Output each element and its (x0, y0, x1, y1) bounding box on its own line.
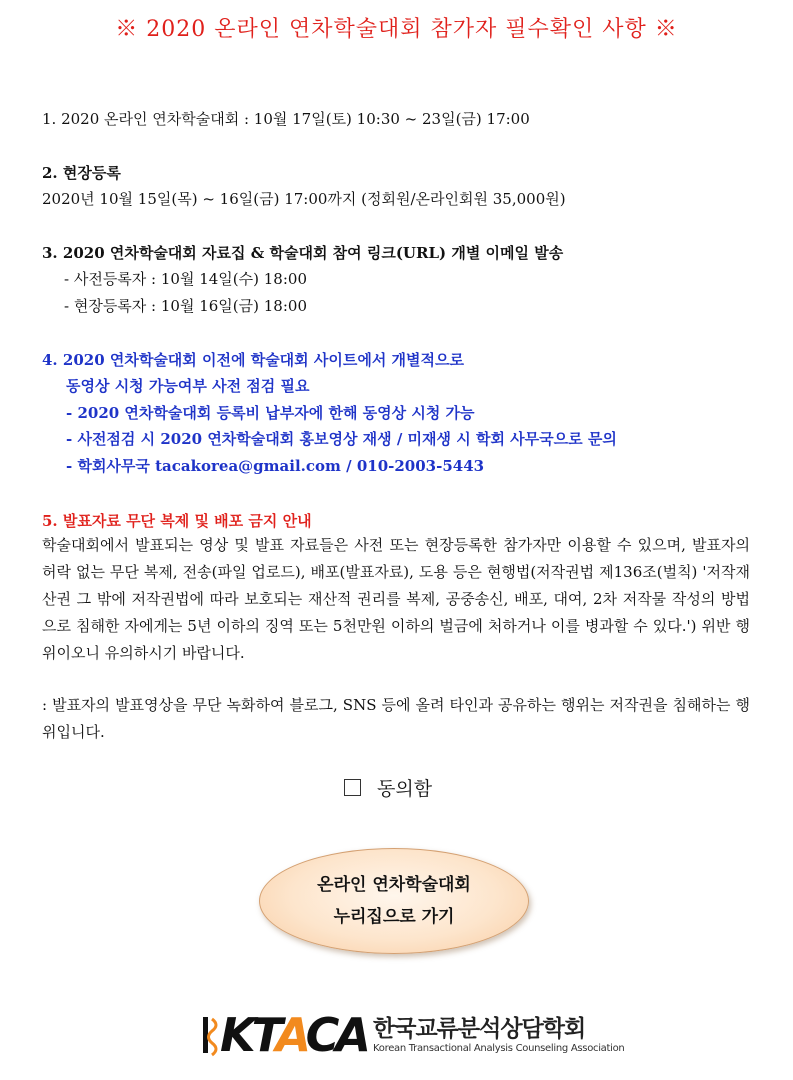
agree-label: 동의함 (377, 778, 433, 800)
org-name-korean: 한국교류분석상담학회 (373, 1015, 586, 1042)
logo-wordmark: KTACA (220, 1008, 368, 1062)
item-4-heading-line-1: 4. 2020 연차학술대회 이전에 학술대회 사이트에서 개별적으로 (42, 351, 465, 369)
item-2-heading: 2. 현장등록 (42, 164, 121, 182)
item-4-line-1: - 2020 연차학술대회 등록비 납부자에 한해 동영상 시청 가능 (66, 404, 475, 422)
org-name-english: Korean Transactional Analysis Counseling Association (373, 1042, 625, 1054)
item-5-heading: 5. 발표자료 무단 복제 및 배포 금지 안내 (42, 512, 312, 530)
checkbox-icon[interactable] (344, 779, 361, 796)
ktaca-logo (202, 1008, 368, 1062)
cta-line-2: 누리집으로 가기 (333, 907, 455, 927)
item-3-line-2: - 현장등록자 : 10월 16일(금) 18:00 (64, 297, 307, 315)
item-5-note: : 발표자의 발표영상을 무단 녹화하여 블로그, SNS 등에 올려 타인과 공유하는 행위는 저작권을 침해하는 행위입니다. (42, 696, 750, 741)
logo-figure-icon (202, 1013, 220, 1057)
item-3-heading: 3. 2020 연차학술대회 자료집 & 학술대회 참여 링크(URL) 개별 이메일 발송 (42, 244, 564, 262)
item-4-heading-line-2: 동영상 시청 가능여부 사전 점검 필요 (66, 377, 310, 395)
agree-checkbox[interactable] (344, 774, 432, 801)
org-name (373, 1016, 624, 1055)
cta-line-1: 온라인 연차학술대회 (317, 875, 471, 895)
footer-logo (202, 1010, 624, 1060)
item-4-line-2: - 사전점검 시 2020 연차학술대회 홍보영상 재생 / 미재생 시 학회 사무국으로 문의 (66, 430, 617, 448)
item-4-line-3: - 학회사무국 tacakorea@gmail.com / 010-2003-5443 (66, 457, 485, 475)
item-1-schedule: 1. 2020 온라인 연차학술대회 : 10월 17일(토) 10:30 ~ 23일(금) 17:00 (42, 110, 530, 128)
item-2-detail: 2020년 10월 15일(목) ~ 16일(금) 17:00까지 (정회원/온라인회원 35,000원) (42, 190, 566, 208)
go-to-conference-site-button[interactable] (259, 848, 529, 954)
page-title: ※ 2020 온라인 연차학술대회 참가자 필수확인 사항 ※ (115, 17, 678, 42)
item-5-body: 학술대회에서 발표되는 영상 및 발표 자료들은 사전 또는 현장등록한 참가자만 이용할 수 있으며, 발표자의 허락 없는 무단 복제, 전송(파일 업로드), 배포(발표자료), 도용 등은 현행법(저작권법 제136조(벌칙) '저작재산권 그 밖에 저작권법에 따라 보호되는 재산적 권리를 복제, 공중송신, 배포, 대여, 2차 저작물 작성의 방법으로 침해한 자에게는 5년 이하의 징역 또는 5천만원 이하의 벌금에 처하거나 이를 병과할 수 있다.') 위반 행위이오니 유의하시기 바랍니다. (42, 536, 750, 662)
item-3-line-1: - 사전등록자 : 10월 14일(수) 18:00 (64, 270, 307, 288)
